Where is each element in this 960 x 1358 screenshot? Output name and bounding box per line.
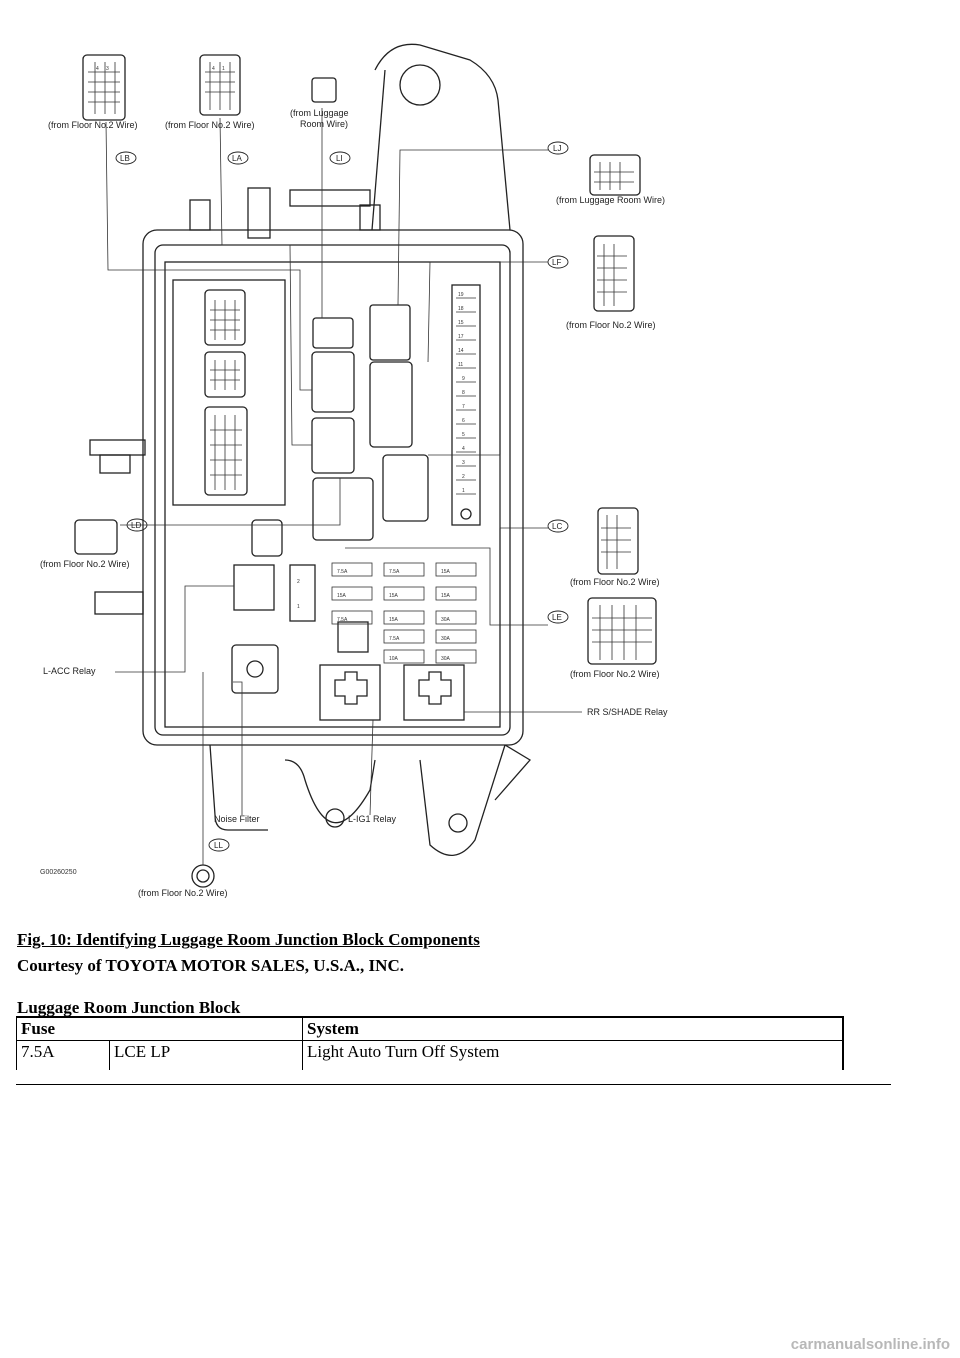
- svg-text:4: 4: [212, 66, 215, 72]
- svg-text:1: 1: [462, 488, 465, 494]
- svg-text:30A: 30A: [441, 636, 450, 642]
- svg-text:15A: 15A: [337, 593, 346, 599]
- header-system: System: [303, 1017, 844, 1041]
- svg-text:7.5A: 7.5A: [389, 636, 400, 642]
- svg-text:7.5A: 7.5A: [389, 569, 400, 575]
- label-ll-source: (from Floor No.2 Wire): [138, 888, 228, 898]
- svg-text:2: 2: [297, 579, 300, 585]
- courtesy-line: Courtesy of TOYOTA MOTOR SALES, U.S.A., INC.: [17, 956, 404, 975]
- cell-amperage: 7.5A: [17, 1041, 110, 1071]
- tag-lb: LB: [120, 154, 130, 163]
- svg-text:19: 19: [458, 292, 464, 298]
- fuse-table: [16, 1016, 844, 1070]
- label-lc-source: (from Floor No.2 Wire): [570, 577, 660, 587]
- label-noise-filter: Noise Filter: [214, 814, 260, 824]
- svg-text:18: 18: [458, 306, 464, 312]
- label-ld-source: (from Floor No.2 Wire): [40, 559, 130, 569]
- svg-text:15A: 15A: [441, 569, 450, 575]
- label-lf-source: (from Floor No.2 Wire): [566, 320, 656, 330]
- svg-text:15A: 15A: [389, 593, 398, 599]
- svg-text:14: 14: [458, 348, 464, 354]
- svg-text:9: 9: [462, 376, 465, 382]
- tag-ll: LL: [214, 841, 223, 850]
- label-rr-shade-relay: RR S/SHADE Relay: [587, 707, 668, 717]
- table-title: Luggage Room Junction Block: [17, 998, 241, 1017]
- svg-text:30A: 30A: [441, 617, 450, 623]
- tag-lc: LC: [552, 522, 563, 531]
- svg-text:11: 11: [458, 362, 464, 368]
- svg-text:1: 1: [222, 66, 225, 72]
- table-header-row: [17, 1017, 844, 1041]
- svg-text:7.5A: 7.5A: [337, 617, 348, 623]
- svg-text:7.5A: 7.5A: [337, 569, 348, 575]
- svg-text:15: 15: [458, 320, 464, 326]
- label-li-source-1: (from Luggage: [290, 108, 349, 118]
- cell-fuse-name: LCE LP: [110, 1041, 303, 1071]
- svg-text:10A: 10A: [389, 656, 398, 662]
- svg-text:3: 3: [462, 460, 465, 466]
- svg-text:5: 5: [462, 432, 465, 438]
- tag-la: LA: [232, 154, 242, 163]
- svg-text:4: 4: [96, 66, 99, 72]
- svg-text:17: 17: [458, 334, 464, 340]
- tag-lj: LJ: [553, 144, 562, 153]
- label-lb-source: (from Floor No.2 Wire): [48, 120, 138, 130]
- tag-ld: LD: [131, 521, 142, 530]
- tag-li: LI: [336, 154, 343, 163]
- tag-le: LE: [552, 613, 562, 622]
- svg-text:15A: 15A: [389, 617, 398, 623]
- table-row: [17, 1041, 844, 1071]
- label-lig1-relay: L-IG1 Relay: [348, 814, 397, 824]
- svg-text:6: 6: [462, 418, 465, 424]
- header-fuse: Fuse: [17, 1017, 303, 1041]
- svg-text:30A: 30A: [441, 656, 450, 662]
- svg-text:4: 4: [462, 446, 465, 452]
- figure-caption[interactable]: Fig. 10: Identifying Luggage Room Junction Block Components: [17, 930, 480, 949]
- label-la-source: (from Floor No.2 Wire): [165, 120, 255, 130]
- svg-text:3: 3: [106, 66, 109, 72]
- label-li-source-2: Room Wire): [300, 119, 349, 129]
- svg-text:15A: 15A: [441, 593, 450, 599]
- watermark-text: carmanualsonline.info: [790, 1336, 950, 1353]
- cell-system: Light Auto Turn Off System: [303, 1041, 844, 1071]
- label-lj-source: (from Luggage Room Wire): [556, 195, 666, 205]
- label-le-source: (from Floor No.2 Wire): [570, 669, 660, 679]
- svg-text:8: 8: [462, 390, 465, 396]
- bottom-rule: [16, 1084, 891, 1085]
- tag-lf: LF: [552, 258, 562, 267]
- svg-text:2: 2: [462, 474, 465, 480]
- label-lacc-relay: L-ACC Relay: [43, 666, 96, 676]
- svg-text:1: 1: [297, 604, 300, 610]
- diagram-code: G00260250: [40, 869, 77, 876]
- svg-text:7: 7: [462, 404, 465, 410]
